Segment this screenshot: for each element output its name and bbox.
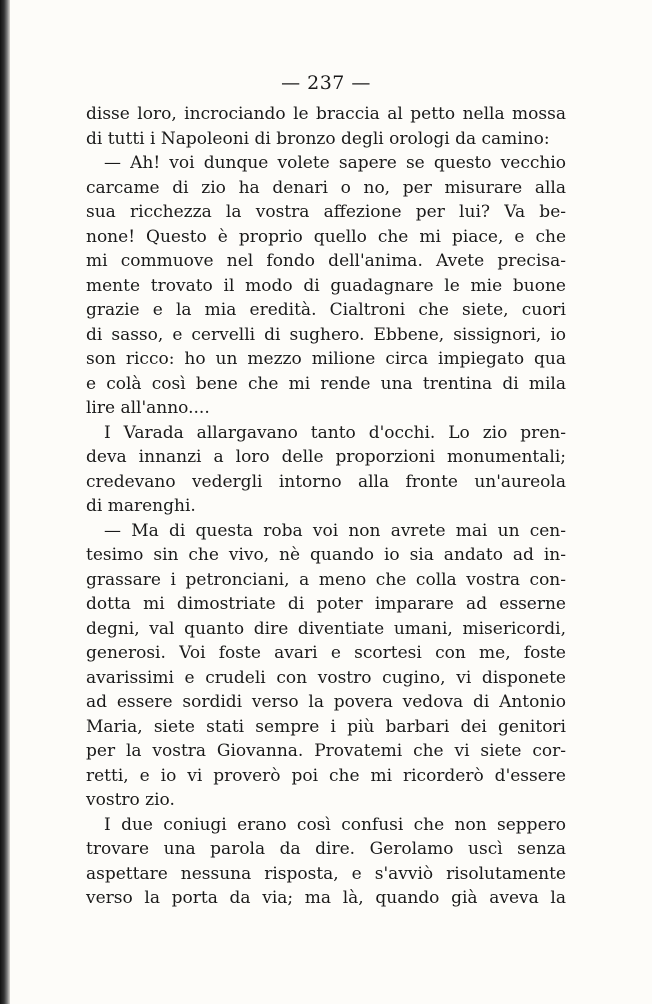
text-line: degni, val quanto dire diventiate umani, misericordi, bbox=[86, 618, 566, 639]
text-line: aspettare nessuna risposta, e s'avviò risolutamente bbox=[86, 863, 566, 884]
text-line: son ricco: ho un mezzo milione circa impiegato qua bbox=[86, 349, 566, 369]
text-line: mi commuove nel fondo dell'anima. Avete precisa- bbox=[86, 251, 566, 271]
text-line: vostro zio. bbox=[86, 790, 175, 810]
body-text bbox=[86, 102, 566, 911]
text-line: — Ah! voi dunque volete sapere se questo vecchio bbox=[104, 153, 566, 173]
text-line: di marenghi. bbox=[86, 496, 196, 516]
text-line: I due coniugi erano così confusi che non seppero bbox=[104, 814, 566, 835]
text-line: mente trovato il modo di guadagnare le mie buone bbox=[86, 275, 566, 296]
text-line: lire all'anno.... bbox=[86, 398, 210, 418]
text-line: trovare una parola da dire. Gerolamo uscì senza bbox=[86, 839, 566, 859]
text-line: carcame di zio ha denari o no, per misurare alla bbox=[86, 177, 566, 198]
text-line: Maria, siete stati sempre i più barbari dei genitori bbox=[86, 716, 566, 737]
text-line: I Varada allargavano tanto d'occhi. Lo zio pren- bbox=[104, 422, 566, 443]
page-number: — 237 — bbox=[281, 72, 371, 94]
text-line: — Ma di questa roba voi non avrete mai un cen- bbox=[104, 520, 566, 541]
text-line: deva innanzi a loro delle proporzioni monumentali; bbox=[86, 447, 566, 467]
text-line: sua ricchezza la vostra affezione per lui? Va be- bbox=[86, 202, 566, 222]
text-line: none! Questo è proprio quello che mi piace, e che bbox=[86, 226, 566, 247]
text-line: di sasso, e cervelli di sughero. Ebbene, sissignori, io bbox=[86, 324, 566, 345]
text-line: e colà così bene che mi rende una trentina di mila bbox=[86, 373, 566, 394]
text-line: ad essere sordidi verso la povera vedova di Antonio bbox=[86, 692, 566, 712]
text-line: credevano vedergli intorno alla fronte un'aureola bbox=[86, 471, 566, 492]
text-line: avarissimi e crudeli con vostro cugino, vi disponete bbox=[86, 667, 566, 688]
text-line: verso la porta da via; ma là, quando già aveva la bbox=[86, 888, 566, 908]
text-line: per la vostra Giovanna. Provatemi che vi siete cor- bbox=[86, 741, 566, 761]
text-line: disse loro, incrociando le braccia al petto nella mossa bbox=[86, 104, 566, 124]
text-line: retti, e io vi proverò poi che mi ricorderò d'essere bbox=[86, 765, 566, 786]
text-line: generosi. Voi foste avari e scortesi con me, foste bbox=[86, 643, 566, 663]
text-line: dotta mi dimostriate di poter imparare ad esserne bbox=[86, 594, 566, 614]
text-line: tesimo sin che vivo, nè quando io sia andato ad in- bbox=[86, 545, 566, 565]
text-line: grazie e la mia eredità. Cialtroni che siete, cuori bbox=[86, 300, 566, 320]
text-line: grassare i petronciani, a meno che colla vostra con- bbox=[86, 569, 566, 590]
text-line: di tutti i Napoleoni di bronzo degli orologi da camino: bbox=[86, 128, 550, 149]
